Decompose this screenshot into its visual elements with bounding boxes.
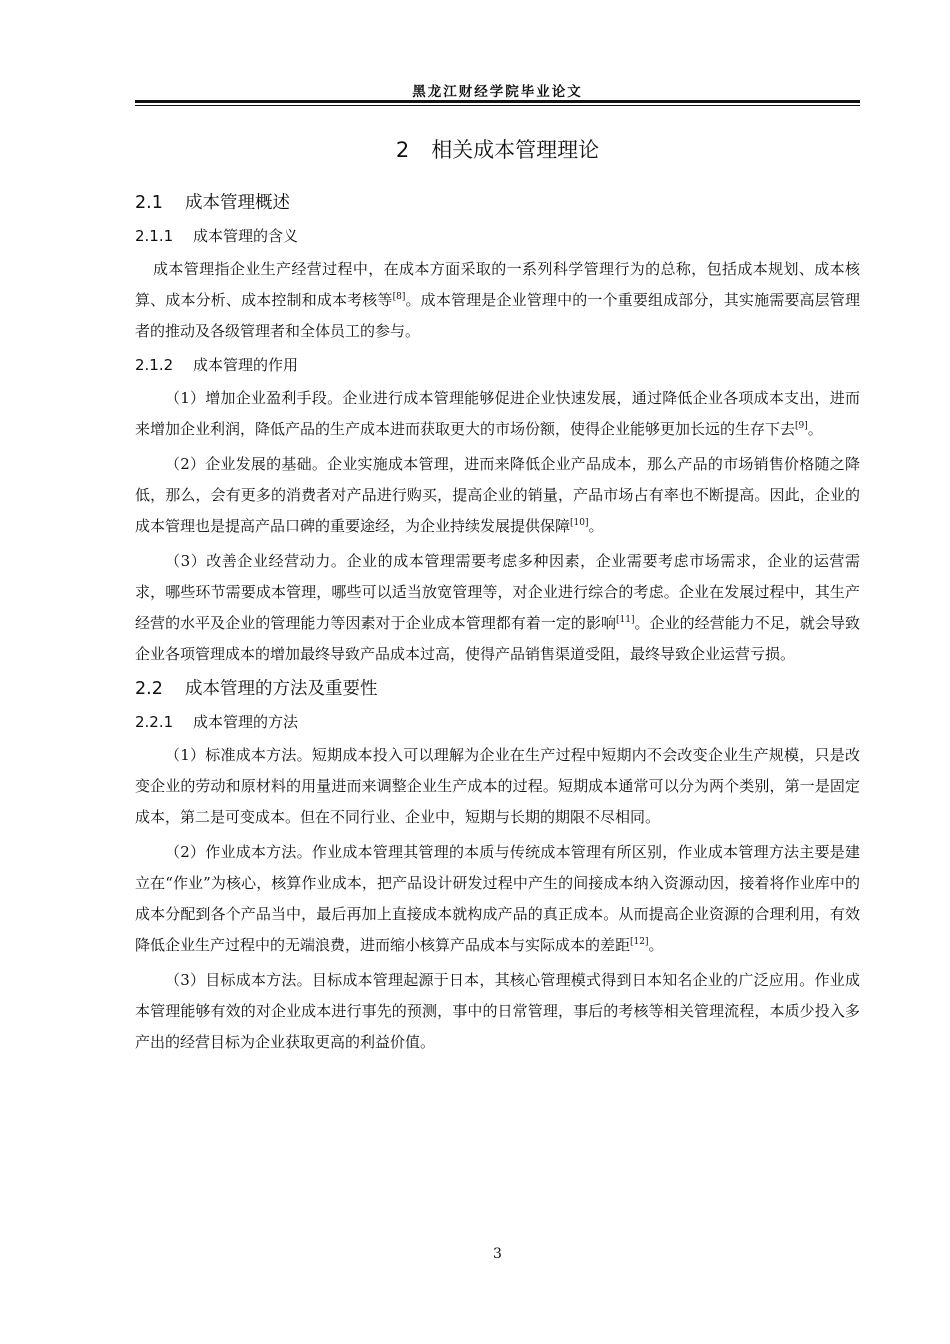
subsection-heading-2-1-1 [135,220,860,252]
subsection-heading-2-2-1 [135,706,860,738]
paragraph-text: 成本管理指企业生产经营过程中，在成本方面采取的一系列科学管理行为的总称，包括成本规划、成本核算、成本分析、成本控制和成本考核等 [135,260,860,309]
paragraph-text: （1）增加企业盈利手段。企业进行成本管理能够促进企业快速发展，通过降低企业各项成本支出，进而来增加企业利润，降低产品的生产成本进而获取更大的市场份额，使得企业能够更加长远的生存下去 [135,389,860,438]
running-header: 黑龙江财经学院毕业论文 [412,84,583,100]
paragraph-role-3 [135,544,860,672]
chapter-number: 2 [395,138,410,162]
citation: [12] [630,937,649,947]
paragraph-text: （3）目标成本方法。目标成本管理起源于日本，其核心管理模式得到日本知名企业的广泛应用。作业成本管理能够有效的对企业成本进行事先的预测，事中的日常管理，事后的考核等相关管理流程，本质少投入多产出的经营目标为企业获取更高的利益价值。 [135,971,860,1051]
header-rule-thin [135,105,860,106]
subsection-heading-2-1-2 [135,349,860,381]
paragraph-method-1 [135,738,860,835]
section-heading-2-1 [135,186,860,220]
subsection-number: 2.1.2 [135,356,174,374]
citation: [11] [616,615,635,625]
header-rule-thick [135,100,860,103]
citation: [9] [795,421,808,431]
subsection-title: 成本管理的方法 [193,713,299,731]
paragraph-text: （1）标准成本方法。短期成本投入可以理解为企业在生产过程中短期内不会改变企业生产规模，只是改变企业的劳动和原材料的用量进而来调整企业生产成本的过程。短期成本通常可以分为两个类别，第一是固定成本，第二是可变成本。但在不同行业、企业中，短期与长期的期限不尽相同。 [135,746,860,826]
chapter-title [135,134,860,164]
paragraph-method-2 [135,835,860,963]
paragraph-role-2 [135,447,860,544]
paragraph-text-tail: 。成本管理是企业管理中的一个重要组成部分，其实施需要高层管理者的推动及各级管理者和全体员工的参与。 [135,291,860,340]
section-heading-2-2 [135,672,860,706]
paragraph-text-tail: 。 [588,517,604,535]
paragraph-role-1 [135,381,860,447]
paragraph-text-tail: 。 [807,420,823,438]
subsection-number: 2.1.1 [135,227,174,245]
page-number: 3 [493,1246,502,1262]
paragraph-text: （2）作业成本方法。作业成本管理其管理的本质与传统成本管理有所区别，作业成本管理方法主要是建立在“作业”为核心，核算作业成本，把产品设计研发过程中产生的间接成本纳入资源动因，接着将作业库中的成本分配到各个产品当中，最后再加上直接成本就构成产品的真正成本。从而提高企业资源的合理利用，有效降低企业生产过程中的无端浪费，进而缩小核算产品成本与实际成本的差距 [135,843,860,954]
paragraph-definition [135,252,860,349]
paragraph-text-tail: 。企业的经营能力不足，就会导致企业各项管理成本的增加最终导致产品成本过高，使得产品销售渠道受阻，最终导致企业运营亏损。 [135,614,860,663]
chapter-title-text: 相关成本管理理论 [431,138,600,162]
subsection-number: 2.2.1 [135,713,174,731]
body-text [135,186,860,1060]
citation: [8] [392,292,406,302]
section-number: 2.1 [135,193,163,213]
paragraph-method-3 [135,963,860,1060]
subsection-title: 成本管理的含义 [193,227,299,245]
section-title: 成本管理概述 [185,193,290,213]
subsection-title: 成本管理的作用 [193,356,299,374]
section-title: 成本管理的方法及重要性 [185,679,378,699]
section-number: 2.2 [135,679,163,699]
paragraph-text-tail: 。 [648,936,664,954]
citation: [10] [570,518,589,528]
paragraph-text: （3）改善企业经营动力。企业的成本管理需要考虑多种因素，企业需要考虑市场需求，企业的运营需求，哪些环节需要成本管理，哪些可以适当放宽管理等，对企业进行综合的考虑。企业在发展过程中，其生产经营的水平及企业的管理能力等因素对于企业成本管理都有着一定的影响 [135,552,860,632]
paragraph-text: （2）企业发展的基础。企业实施成本管理，进而来降低企业产品成本，那么产品的市场销售价格随之降低，那么，会有更多的消费者对产品进行购买，提高企业的销量，产品市场占有率也不断提高。因此，企业的成本管理也是提高产品口碑的重要途经，为企业持续发展提供保障 [135,455,860,535]
